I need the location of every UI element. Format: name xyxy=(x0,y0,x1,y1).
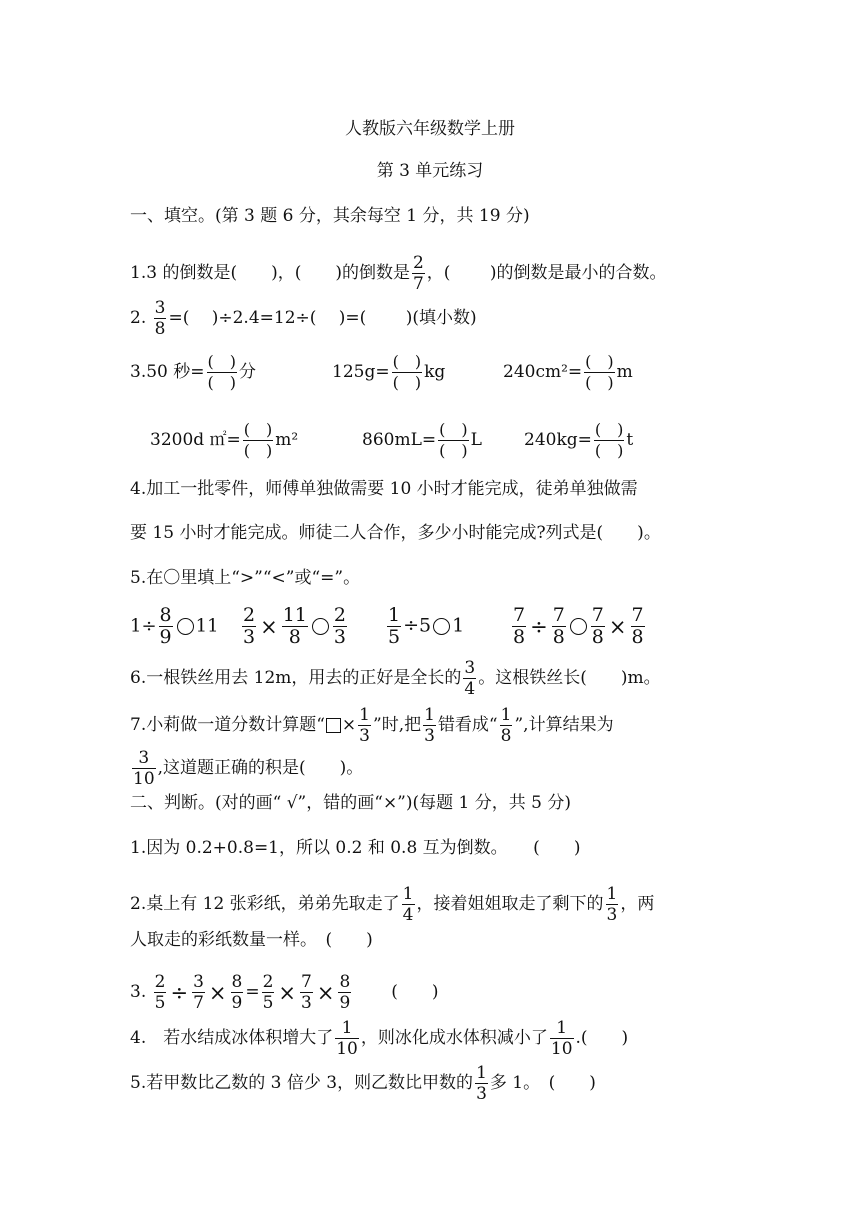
question-2-5 xyxy=(130,1063,596,1104)
question-2-3 xyxy=(130,972,439,1013)
q-text: 5.若甲数比乙数的 3 倍少 3，则乙数比甲数的 xyxy=(130,1073,474,1093)
fraction: $\frac{8}{9}$ xyxy=(159,604,172,648)
q-text: ，两 xyxy=(620,894,655,914)
q-number: 2. xyxy=(130,308,152,328)
q-text: ,这道题正确的积是( )。 xyxy=(157,758,364,778)
question-1-3-item-6 xyxy=(524,420,633,461)
times-operator: × xyxy=(260,614,278,639)
question-1-3-item-3 xyxy=(503,352,633,393)
fraction: $\frac{3}{8}$ xyxy=(154,298,166,339)
compare-expression-4 xyxy=(510,605,647,648)
equals-sign: = xyxy=(245,982,260,1002)
fraction: $\frac{3}{4}$ xyxy=(464,658,476,699)
answer-blank-fraction[interactable]: $\frac{( )}{( )}$ xyxy=(392,352,422,392)
fraction: $\frac{1}{5}$ xyxy=(388,604,401,648)
page-title: 人教版六年级数学上册 xyxy=(345,119,515,139)
unit-subtitle: 第 3 单元练习 xyxy=(376,161,484,181)
q-text: 125g= xyxy=(332,362,390,382)
question-1-3-item-4 xyxy=(150,420,298,461)
fraction: $\frac{1}{10}$ xyxy=(336,1018,358,1059)
fraction: $\frac{3}{10}$ xyxy=(133,748,155,789)
answer-blank-fraction[interactable]: $\frac{( )}{( )}$ xyxy=(594,420,624,460)
q-text: 3.50 秒= xyxy=(130,362,205,382)
q-text: ，则冰化成水体积减小了 xyxy=(360,1028,548,1048)
q-text: ”,计算结果为 xyxy=(514,715,614,735)
question-2-2 xyxy=(130,884,654,925)
question-2-1: 1.因为 0.2+0.8=1，所以 0.2 和 0.8 互为倒数。 ( ) xyxy=(130,838,581,858)
fraction: $\frac{7}{8}$ xyxy=(591,604,604,648)
question-1-5: 5.在〇里填上“>”“<”或“=”。 xyxy=(130,568,361,588)
q-text: 240kg= xyxy=(524,430,592,450)
fraction: $\frac{3}{7}$ xyxy=(193,972,204,1013)
unit: m xyxy=(616,362,633,382)
question-1-7-line-2 xyxy=(130,748,363,789)
question-1-4-line-1: 4.加工一批零件，师傅单独做需要 10 小时才能完成，徒弟单独做需 xyxy=(130,479,638,499)
answer-parentheses[interactable]: ( ) xyxy=(391,982,439,1002)
unit: m² xyxy=(275,430,299,450)
fraction: $\frac{1}{3}$ xyxy=(476,1063,487,1104)
times-operator: × xyxy=(278,980,297,1005)
square-blank-icon xyxy=(326,718,341,733)
q-text: 4. 若水结成冰体积增大了 xyxy=(130,1028,334,1048)
q-text: ”时,把 xyxy=(373,715,422,735)
q-text: 240cm²= xyxy=(503,362,583,382)
answer-blank-fraction[interactable]: $\frac{( )}{( )}$ xyxy=(585,352,614,392)
question-1-4-line-2: 要 15 小时才能完成。师徒二人合作，多少小时能完成?列式是( )。 xyxy=(130,523,661,543)
q-text: 860mL= xyxy=(362,430,437,450)
times-operator: × xyxy=(208,980,227,1005)
expr-text: ÷5 xyxy=(403,614,432,637)
question-1-3-item-2 xyxy=(332,352,445,393)
answer-blank-fraction[interactable]: $\frac{( )}{( )}$ xyxy=(439,420,468,460)
expr-text: 1÷ xyxy=(130,615,157,637)
fraction: $\frac{11}{8}$ xyxy=(282,604,307,648)
unit: t xyxy=(626,430,634,450)
q-text: 7.小莉做一道分数计算题“ xyxy=(130,715,325,735)
fraction: $\frac{1}{3}$ xyxy=(606,884,618,925)
unit: 分 xyxy=(239,362,256,382)
fraction: $\frac{8}{9}$ xyxy=(339,972,351,1013)
question-1-1 xyxy=(130,253,666,294)
fraction: $\frac{1}{4}$ xyxy=(402,884,414,925)
question-1-3-item-1 xyxy=(130,352,256,393)
question-1-2 xyxy=(130,298,477,339)
fraction: $\frac{8}{9}$ xyxy=(231,972,243,1013)
times-operator: × xyxy=(341,715,357,735)
compare-expression-1 xyxy=(130,605,219,648)
expr-text: 11 xyxy=(195,615,219,637)
q-text: 6.一根铁丝用去 12m，用去的正好是全长的 xyxy=(130,668,462,688)
question-2-4 xyxy=(130,1018,628,1059)
fraction: $\frac{7}{8}$ xyxy=(513,604,526,648)
q-text: ，接着姐姐取走了剩下的 xyxy=(416,894,604,914)
compare-circle-blank[interactable] xyxy=(177,618,194,635)
q-text: 错看成“ xyxy=(437,715,498,735)
q-text: 3200d ㎡= xyxy=(150,430,241,450)
q-text: .( ) xyxy=(575,1028,629,1048)
fraction: $\frac{2}{7}$ xyxy=(412,253,424,294)
fraction: $\frac{1}{10}$ xyxy=(550,1018,573,1059)
fraction: $\frac{7}{3}$ xyxy=(301,972,312,1013)
fraction: $\frac{2}{3}$ xyxy=(243,604,256,648)
fraction: $\frac{1}{3}$ xyxy=(424,705,435,746)
q-text: 。这根铁丝长( )m。 xyxy=(478,668,661,688)
q-text: =( )÷2.4=12÷( )=( )(填小数) xyxy=(168,308,477,328)
q-text: 多 1。 ( ) xyxy=(489,1073,596,1093)
divide-operator: ÷ xyxy=(530,614,548,639)
q-text: 1.3 的倒数是( )，( )的倒数是 xyxy=(130,263,410,283)
question-1-7 xyxy=(130,705,614,746)
compare-expression-3 xyxy=(385,605,464,648)
fraction: $\frac{7}{8}$ xyxy=(552,604,565,648)
section-2-heading: 二、判断。(对的画“ √”，错的画“×”)(每题 1 分，共 5 分) xyxy=(130,793,572,813)
compare-circle-blank[interactable] xyxy=(312,618,329,635)
unit: L xyxy=(470,430,482,450)
fraction: $\frac{2}{5}$ xyxy=(154,972,166,1013)
q-text: 2.桌上有 12 张彩纸，弟弟先取走了 xyxy=(130,894,400,914)
fraction: $\frac{1}{3}$ xyxy=(359,705,370,746)
fraction: $\frac{2}{5}$ xyxy=(262,972,274,1013)
times-operator: × xyxy=(608,614,627,639)
compare-expression-2 xyxy=(240,605,349,648)
q-text: ，( )的倒数是最小的合数。 xyxy=(426,263,667,283)
question-2-2-line-2: 人取走的彩纸数量一样。 ( ) xyxy=(130,930,373,950)
fraction: $\frac{2}{3}$ xyxy=(333,604,346,648)
answer-blank-fraction[interactable]: $\frac{( )}{( )}$ xyxy=(243,420,273,460)
answer-blank-fraction[interactable]: $\frac{( )}{( )}$ xyxy=(207,352,236,392)
section-1-heading: 一、填空。(第 3 题 6 分，其余每空 1 分，共 19 分) xyxy=(130,206,530,226)
question-1-3-item-5 xyxy=(362,420,482,461)
fraction: $\frac{7}{8}$ xyxy=(631,604,644,648)
times-operator: × xyxy=(316,980,335,1005)
compare-circle-blank[interactable] xyxy=(433,618,450,635)
unit: kg xyxy=(424,362,446,382)
fraction: $\frac{1}{8}$ xyxy=(500,705,512,746)
expr-text: 1 xyxy=(452,614,465,637)
divide-operator: ÷ xyxy=(170,980,189,1005)
q-number: 3. xyxy=(130,982,152,1002)
compare-circle-blank[interactable] xyxy=(570,618,587,635)
question-1-6 xyxy=(130,658,661,699)
